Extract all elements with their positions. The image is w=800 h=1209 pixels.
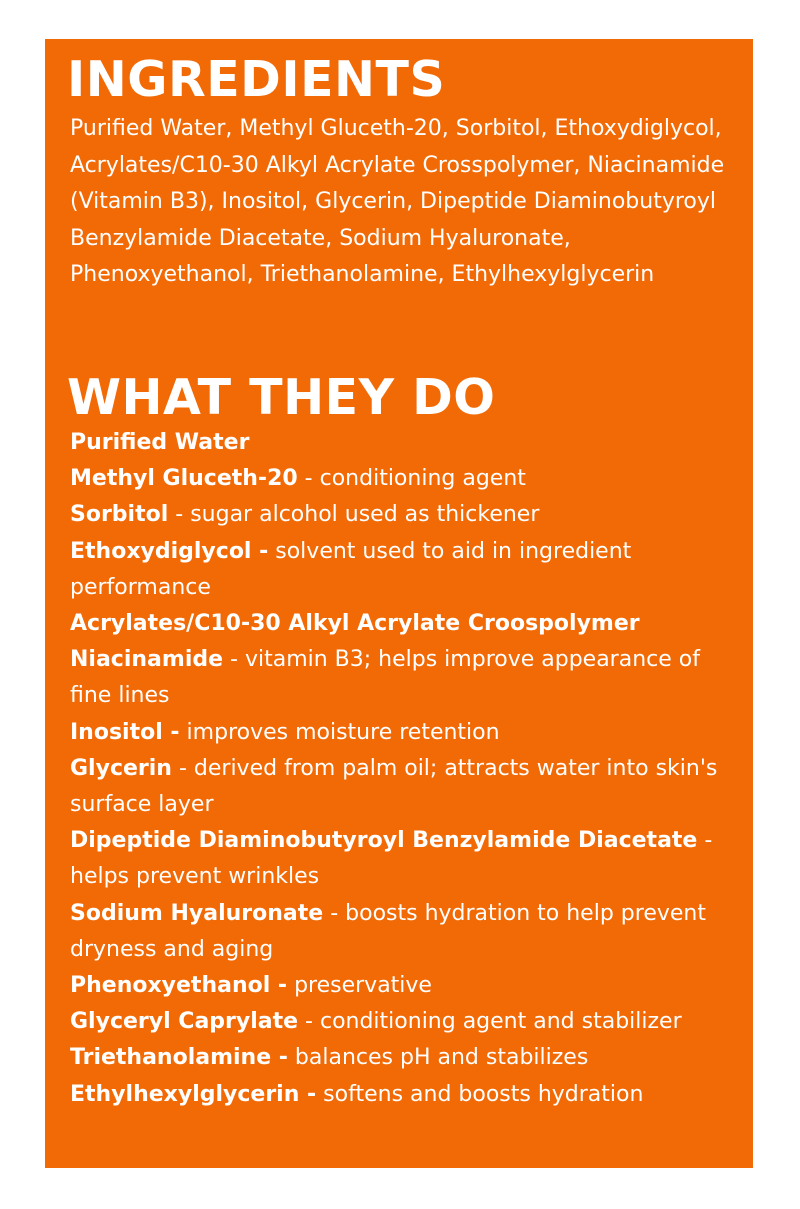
ingredient-description: - conditioning agent [297,466,526,492]
ingredient-description: balances pH and stabilizes [287,1045,589,1071]
ingredient-name: Niacinamide [70,647,224,673]
list-item [70,606,735,642]
list-item [70,461,735,497]
ingredient-name: Ethylhexylglycerin - [70,1081,317,1107]
ingredient-description: - vitamin B3; helps improve appearance of fine lines [70,647,700,709]
ingredient-name: Glycerin [70,755,172,781]
ingredient-description: - helps prevent wrinkles [70,828,713,890]
list-item [70,1004,735,1040]
ingredient-name: Methyl Gluceth-20 [70,466,298,492]
ingredient-name: Glyceryl Caprylate [70,1009,299,1035]
ingredients-list-text: Purified Water, Methyl Gluceth-20, Sorbitol, Ethoxydiglycol, Acrylates/C10-30 Alkyl Acrylate Crosspolymer, Niacinamide (Vitamin B3), Inositol, Glycerin, Dipeptide Diaminobutyroyl Benzylamide Diacetate, Sodium Hyaluronate, Phenoxyethanol, Triethanolamine, Ethylhexylglycerin [70,116,725,287]
ingredient-name: Acrylates/C10-30 Alkyl Acrylate Croospolymer [70,611,640,637]
list-item [70,896,735,968]
list-item [70,715,735,751]
ingredient-description: softens and boosts hydration [316,1081,644,1107]
list-item [70,642,735,714]
ingredient-name: Purified Water [70,430,250,455]
list-item [70,968,735,1004]
ingredient-name: Sorbitol [70,502,169,528]
list-item [70,823,735,895]
ingredients-heading: INGREDIENTS [67,51,446,108]
ingredient-description: - conditioning agent and stabilizer [298,1009,682,1035]
ingredient-name: Sodium Hyaluronate [70,900,324,926]
ingredient-description: - boosts hydration to help prevent dryness and aging [70,900,706,962]
ingredient-name: Phenoxyethanol - [70,973,288,999]
list-item [70,1077,735,1113]
list-item [70,751,735,823]
ingredient-name: Dipeptide Diaminobutyroyl Benzylamide Diacetate [70,828,698,854]
what-they-do-heading: WHAT THEY DO [67,369,496,426]
ingredient-name: Ethoxydiglycol - [70,538,269,564]
list-item [70,1040,735,1076]
ingredient-description: - sugar alcohol used as thickener [168,502,540,528]
list-item [70,534,735,606]
ingredient-description: - derived from palm oil; attracts water into skin's surface layer [70,755,718,818]
ingredient-roles-list [70,425,735,1113]
ingredient-description: solvent used to aid in ingredient performance [70,538,632,600]
ingredient-description: preservative [287,973,432,999]
list-item [70,425,735,461]
ingredient-name: Inositol - [70,719,180,745]
ingredients-panel [45,39,753,1168]
list-item [70,497,735,533]
ingredient-description: improves moisture retention [179,719,500,745]
ingredient-name: Triethanolamine - [70,1045,288,1071]
